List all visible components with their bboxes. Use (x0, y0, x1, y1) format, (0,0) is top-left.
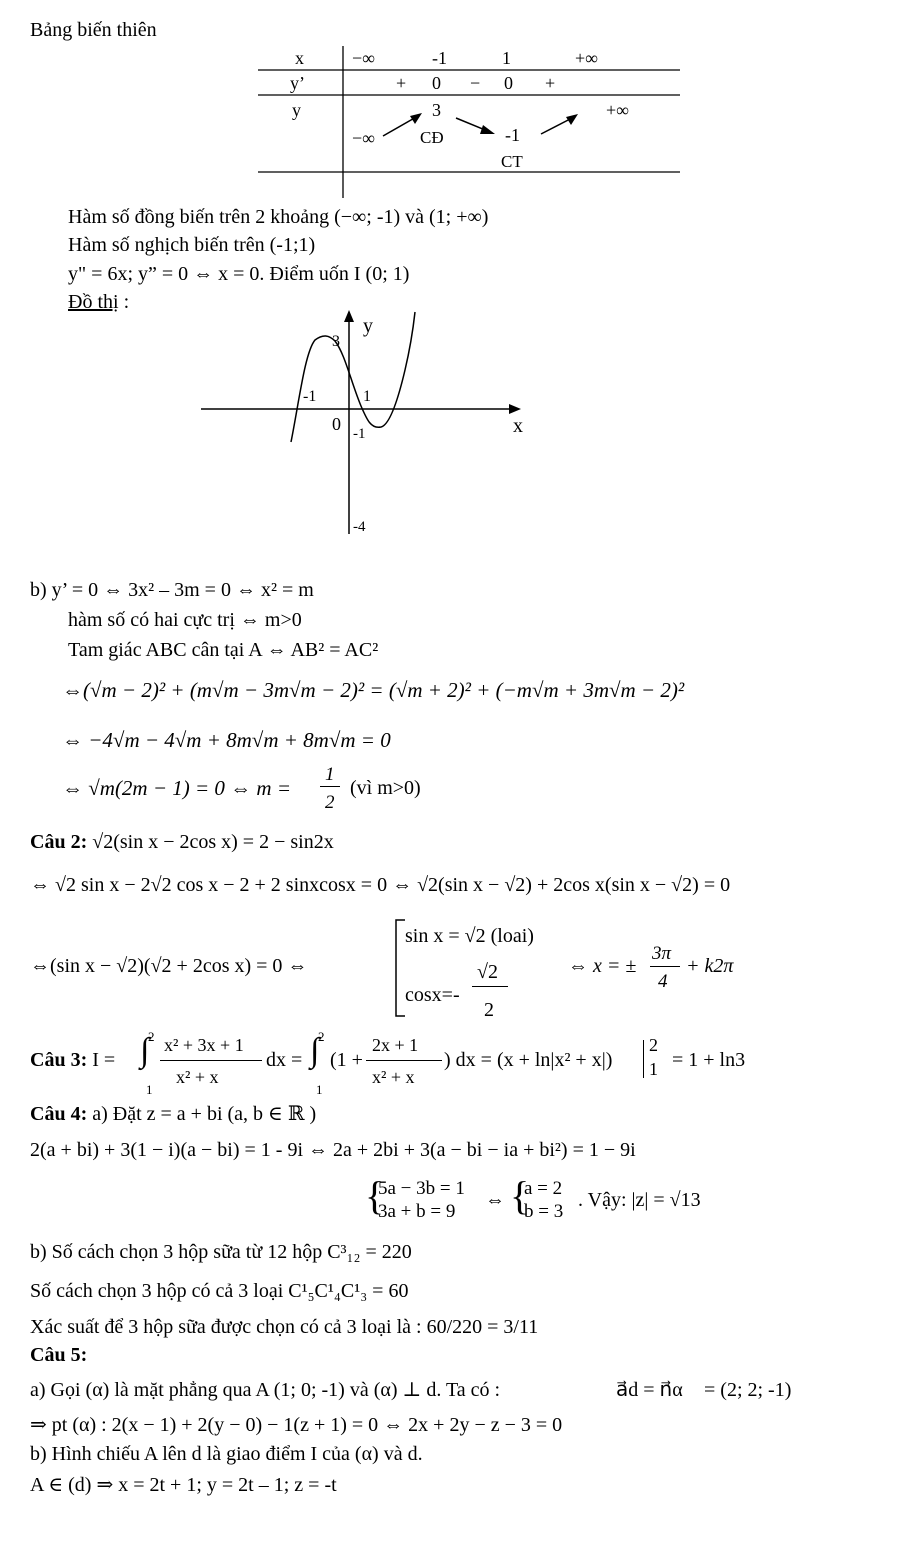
cau4-intro: a) Đặt z = a + bi (a, b ∈ ℝ ) (87, 1103, 317, 1125)
yp-minus: − (470, 73, 481, 93)
cau3-lower-1: 1 (146, 1082, 153, 1097)
cau4-label: Câu 4: (30, 1103, 88, 1125)
cau3-f2-den: x² + x (372, 1067, 415, 1087)
cau5-vector-value: = (2; 2; -1) (704, 1379, 792, 1401)
cau2-case2-num: √2 (477, 961, 498, 983)
cau3-f1-bar (160, 1060, 262, 1061)
yp-plus-1: + (396, 73, 407, 93)
cau4-sys2-2: b = 3 (524, 1201, 564, 1222)
table-title: Bảng biến thiên (30, 19, 157, 41)
y-neg-inf: −∞ (352, 128, 375, 148)
cau5-b-line: b) Hình chiếu A lên d là giao điểm I của (α) và d. (30, 1443, 423, 1465)
graph-heading-colon: : (118, 291, 130, 313)
cau3-end: = 1 + ln3 (672, 1049, 746, 1071)
cau3-f2-bar (366, 1060, 442, 1061)
graph-label-minus4: -4 (353, 519, 366, 535)
cau2-statement: √2(sin x − 2cos x) = 2 − sin2x (87, 831, 334, 853)
cau4-b-line: b) Số cách chọn 3 hộp sữa từ 12 hộp C³₁₂ = 220 (30, 1241, 412, 1263)
graph-heading (68, 292, 129, 312)
cau3-dx2: ) dx = (x + ln|x² + x|) (444, 1049, 613, 1071)
graph-y-label: y (363, 315, 373, 337)
cau3-f1-den: x² + x (176, 1067, 219, 1087)
cau2-result-den: 4 (658, 971, 668, 992)
x-pos-inf: +∞ (575, 48, 598, 68)
cau2-case2: cosx=- (405, 984, 460, 1006)
yp-plus-2: + (545, 73, 556, 93)
x-minus-one: -1 (432, 48, 447, 68)
row-label-yprime: y’ (290, 73, 305, 93)
cau3-upper-1: 2 (148, 1029, 155, 1044)
cau2-eq2: ⇔(sin x − √2)(√2 + 2cos x) = 0 ⇔ (30, 955, 308, 977)
part-b-line3: Tam giác ABC cân tại A ⇔ AB² = AC² (68, 639, 379, 661)
cau4-eq1: 2(a + bi) + 3(1 − i)(a − bi) = 1 - 9i ⇔ 2a + 2bi + 3(a − bi − ia + bi²) = 1 − 9i (30, 1139, 636, 1161)
x-one: 1 (502, 48, 511, 68)
cau3-eval-bar (643, 1040, 644, 1078)
cau3-lead-line (30, 1050, 115, 1070)
graph-label-1-x: 1 (363, 388, 371, 405)
cau3-lead: I = (87, 1049, 116, 1071)
graph-label-minus1-y: -1 (353, 426, 366, 442)
cau3-f2-num: 2x + 1 (372, 1035, 419, 1055)
cau4-brace-2: { (510, 1173, 530, 1218)
cau3-eval-lower: 1 (649, 1059, 658, 1079)
cau5-last: A ∈ (d) ⇒ x = 2t + 1; y = 2t – 1; z = -t (30, 1474, 337, 1496)
cau3-upper-2: 2 (318, 1029, 325, 1044)
cau5-a-line: a) Gọi (α) là mặt phẳng qua A (1; 0; -1) và (α) ⊥ d. Ta có : (30, 1379, 501, 1401)
cau2-label: Câu 2: (30, 831, 88, 853)
x-neg-inf: −∞ (352, 48, 375, 68)
row-label-x: x (295, 48, 304, 68)
cau5-label: Câu 5: (30, 1344, 88, 1366)
yp-zero-2: 0 (504, 73, 513, 93)
cau5-pt: ⇒ pt (α) : 2(x − 1) + 2(y − 0) − 1(z + 1) = 0 ⇔ 2x + 2y − z − 3 = 0 (30, 1414, 563, 1436)
cau4-sys2-1: a = 2 (524, 1178, 563, 1199)
row-label-y: y (292, 100, 301, 120)
inflection-text: y" = 6x; y” = 0 ⇔ x = 0. Điểm uốn I (0; 1) (68, 263, 410, 285)
cau2-result: ⇔ x = ± (568, 955, 637, 977)
increasing-text: Hàm số đồng biến trên 2 khoảng (−∞; -1) và (1; +∞) (68, 206, 489, 228)
cau2-eq1: ⇔ √2 sin x − 2√2 cos x − 2 + 2 sinxcosx = 0 ⇔ √2(sin x − √2) + 2cos x(sin x − √2) = 0 (30, 874, 731, 896)
graph-label-0: 0 (332, 414, 341, 434)
part-b-frac-den: 2 (325, 792, 335, 813)
cau3-lower-2: 1 (316, 1082, 323, 1097)
part-b-eq3: ⇔ √m(2m − 1) = 0 ⇔ m = (62, 776, 292, 800)
part-b-line2: hàm số có hai cực trị ⇔ m>0 (68, 609, 302, 631)
cau2-case2-den: 2 (484, 999, 494, 1021)
cau4-brace-1: { (365, 1173, 385, 1218)
arrow-up-1 (383, 113, 422, 136)
part-b-line1: b) y’ = 0 ⇔ 3x² – 3m = 0 ⇔ x² = m (30, 579, 314, 601)
function-graph (195, 308, 555, 538)
cau3-open: (1 + (330, 1049, 363, 1071)
cau4-sys1-1: 5a − 3b = 1 (378, 1178, 465, 1199)
cau5-vector: a⃗d = n⃗α (616, 1379, 683, 1401)
cau2-result-num: 3π (652, 943, 672, 964)
y-three: 3 (432, 100, 441, 120)
cau2-result-tail: + k2π (686, 955, 734, 977)
cau4-intro-line (30, 1104, 316, 1124)
y-cd: CĐ (420, 128, 444, 147)
part-b-eq2: ⇔ −4√m − 4√m + 8m√m + 8m√m = 0 (62, 728, 391, 752)
part-b-eq3-tail: (vì m>0) (350, 777, 421, 799)
cau4-conclusion: . Vậy: |z| = √13 (578, 1189, 701, 1211)
yp-zero-1: 0 (432, 73, 441, 93)
cau3-eval-upper: 2 (649, 1035, 658, 1055)
graph-x-label: x (513, 415, 523, 437)
cau3-dx1: dx = (266, 1049, 303, 1071)
arrow-down (456, 118, 495, 134)
cau4-sys1-2: 3a + b = 9 (378, 1201, 456, 1222)
cau2-case2-bar (472, 986, 508, 987)
cau3-f1-num: x² + 3x + 1 (164, 1035, 244, 1055)
y-ct: CT (501, 152, 523, 171)
arrow-up-2 (541, 114, 578, 134)
part-b-frac-num: 1 (325, 764, 335, 785)
graph-heading-label: Đồ thị (68, 291, 119, 313)
decreasing-text: Hàm số nghịch biến trên (-1;1) (68, 234, 316, 256)
y-minus-one: -1 (505, 125, 520, 145)
cau2-case1: sin x = √2 (loai) (405, 925, 534, 947)
part-b-frac-bar (320, 786, 340, 787)
cau2-statement-line (30, 832, 334, 852)
cau2-result-bar (650, 966, 680, 967)
cau4-ways: Số cách chọn 3 hộp có cả 3 loại C¹₅C¹₄C¹₃ = 60 (30, 1280, 409, 1302)
graph-label-minus1-x: -1 (303, 388, 317, 405)
part-b-eq1: ⇔(√m − 2)² + (m√m − 3m√m − 2)² = (√m + 2)² + (−m√m + 3m√m − 2)² (62, 678, 685, 702)
cau3-label: Câu 3: (30, 1049, 88, 1071)
cau4-prob: Xác suất để 3 hộp sữa được chọn có cả 3 loại là : 60/220 = 3/11 (30, 1316, 539, 1338)
graph-label-3: 3 (332, 333, 340, 350)
cau4-arrow: ⇔ (485, 1189, 505, 1211)
cau3-integral-2: ∫ (310, 1032, 320, 1069)
cau3-integral-1: ∫ (140, 1032, 150, 1069)
y-pos-inf: +∞ (606, 100, 629, 120)
